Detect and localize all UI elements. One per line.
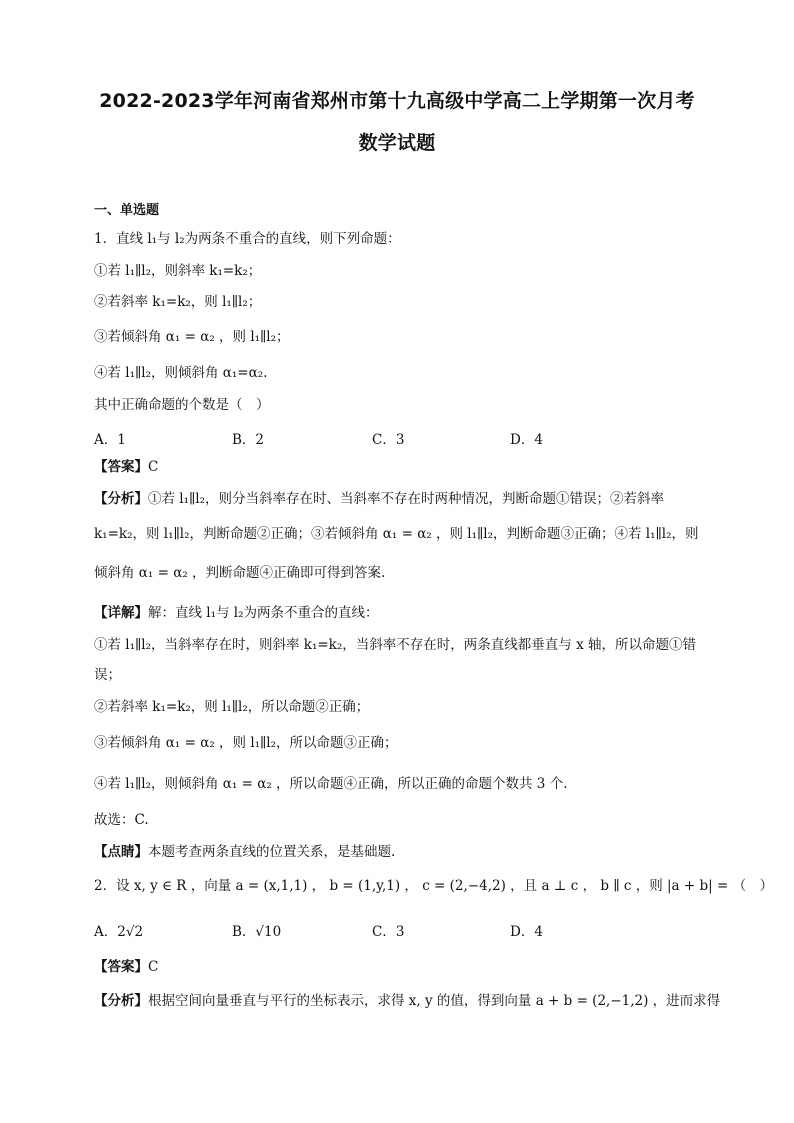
answer-tag: 【答案】 bbox=[94, 459, 148, 475]
document-subtitle: 数学试题 bbox=[358, 132, 436, 154]
q2-answer-line bbox=[94, 958, 158, 976]
detail-text: 解：直线 l₁与 l₂为两条不重合的直线： bbox=[148, 605, 379, 621]
q1-detail-line-5: ③若倾斜角 α₁ = α₂ ，则 l₁∥l₂，所以命题③正确； bbox=[94, 735, 398, 751]
q1-proposition-3: ③若倾斜角 α₁ = α₂ ，则 l₁∥l₂； bbox=[94, 329, 290, 345]
q1-detail-line-2: ①若 l₁∥l₂，当斜率存在时，则斜率 k₁=k₂，当斜率不存在时，两条直线都垂直与 x 轴，所以命题①错 bbox=[94, 637, 696, 653]
analysis-tag: 【分析】 bbox=[94, 993, 148, 1009]
q1-option-d: D．4 bbox=[510, 432, 543, 448]
q1-remark-line bbox=[94, 843, 395, 861]
answer-value: C bbox=[148, 459, 159, 475]
q2-option-b: B．√10 bbox=[232, 924, 282, 940]
q1-option-b: B．2 bbox=[232, 432, 265, 448]
document-title: 2022-2023学年河南省郑州市第十九高级中学高二上学期第一次月考 bbox=[99, 90, 695, 112]
q1-choose-line: 故选：C. bbox=[94, 812, 149, 828]
q1-detail-line-6: ④若 l₁∥l₂，则倾斜角 α₁ = α₂ ，所以命题④正确，所以正确的命题个数共 3 个. bbox=[94, 776, 568, 792]
q2-option-d: D．4 bbox=[510, 924, 543, 940]
q1-option-a: A．1 bbox=[94, 432, 126, 448]
q1-detail-line-1 bbox=[94, 604, 379, 622]
detail-tag: 【详解】 bbox=[94, 605, 148, 621]
q1-detail-line-3: 误； bbox=[94, 667, 121, 683]
section-heading: 一、单选题 bbox=[94, 203, 160, 218]
analysis-text: ①若 l₁∥l₂，则分当斜率存在时、当斜率不存在时两种情况，判断命题①错误；②若斜率 bbox=[148, 491, 664, 507]
q1-analysis-line-2: k₁=k₂，则 l₁∥l₂，判断命题②正确；③若倾斜角 α₁ = α₂ ，则 l₁∥l₂，判断命题③正确；④若 l₁∥l₂，则 bbox=[94, 526, 699, 542]
q2-option-c: C．3 bbox=[372, 924, 405, 940]
q2-stem: 2．设 x, y ∈ R ，向量 a = (x,1,1) ， b = (1,y,1) ， c = (2,−4,2) ，且 a ⊥ c ， b ∥ c ，则 |a + b| = （ ） bbox=[94, 878, 774, 894]
q1-question: 其中正确命题的个数是（ ） bbox=[94, 397, 270, 413]
q1-proposition-1: ①若 l₁∥l₂，则斜率 k₁=k₂； bbox=[94, 263, 262, 279]
analysis-text: 根据空间向量垂直与平行的坐标表示，求得 x, y 的值，得到向量 a + b = (2,−1,2) ，进而求得 bbox=[148, 993, 721, 1009]
analysis-tag: 【分析】 bbox=[94, 491, 148, 507]
q2-analysis-line-1 bbox=[94, 992, 720, 1010]
q1-analysis-line-1 bbox=[94, 490, 664, 508]
q1-answer-line bbox=[94, 458, 158, 476]
q1-proposition-2: ②若斜率 k₁=k₂，则 l₁∥l₂； bbox=[94, 294, 262, 310]
answer-tag: 【答案】 bbox=[94, 959, 148, 975]
remark-text: 本题考查两条直线的位置关系，是基础题. bbox=[148, 844, 396, 860]
remark-tag: 【点睛】 bbox=[94, 844, 148, 860]
q1-detail-line-4: ②若斜率 k₁=k₂，则 l₁∥l₂，所以命题②正确； bbox=[94, 699, 370, 715]
q1-stem: 1．直线 l₁与 l₂为两条不重合的直线，则下列命题： bbox=[94, 231, 401, 247]
q1-analysis-line-3: 倾斜角 α₁ = α₂ ，判断命题④正确即可得到答案. bbox=[94, 565, 386, 581]
answer-value: C bbox=[148, 959, 159, 975]
q2-option-a: A．2√2 bbox=[94, 924, 144, 940]
q1-proposition-4: ④若 l₁∥l₂，则倾斜角 α₁=α₂. bbox=[94, 365, 268, 381]
q1-option-c: C．3 bbox=[372, 432, 405, 448]
